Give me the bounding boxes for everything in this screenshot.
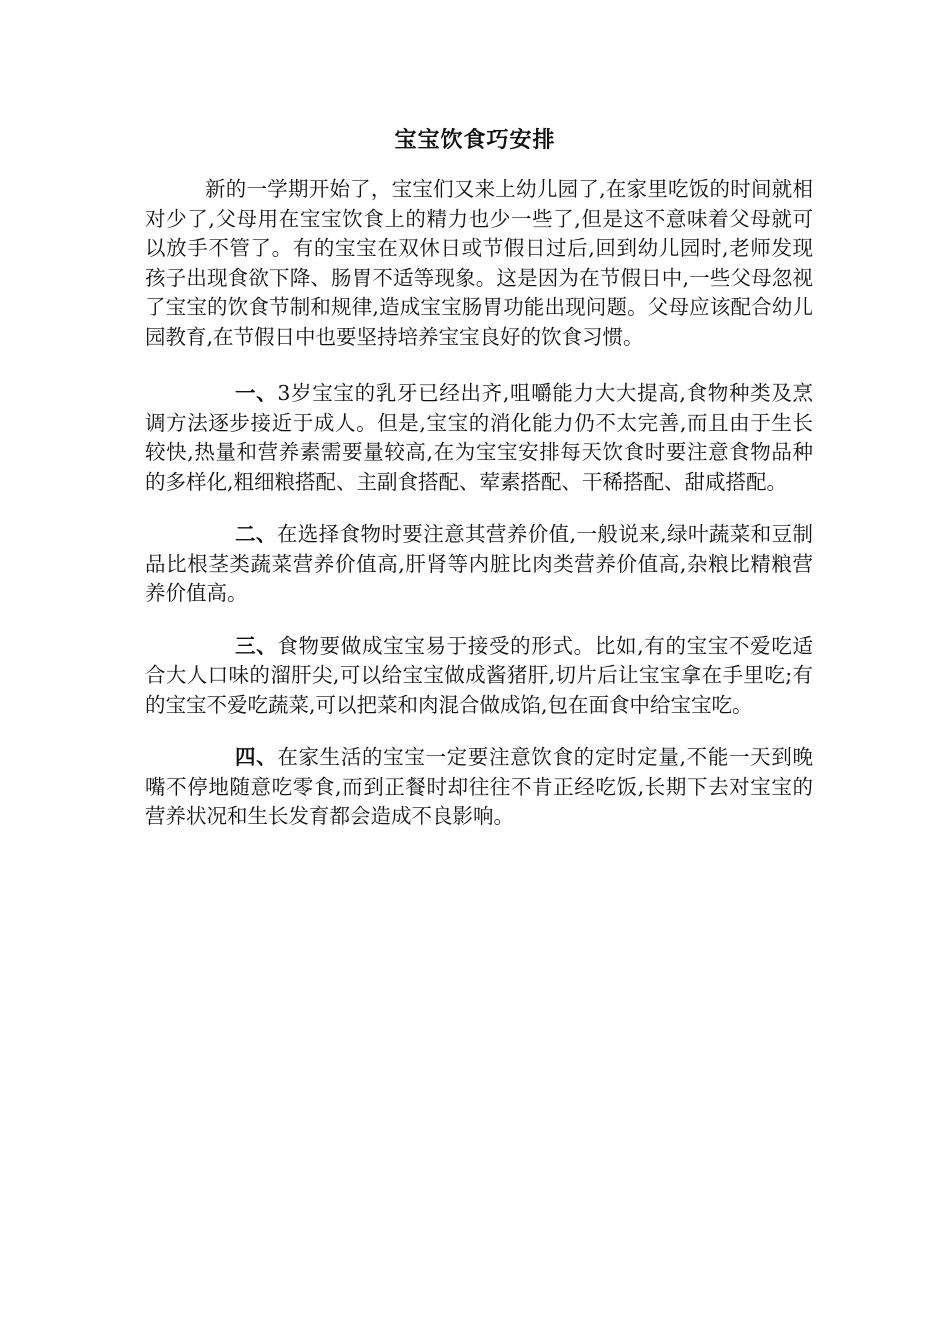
item-paragraph-1: [145, 379, 813, 497]
document-body: [145, 175, 813, 855]
item-number: 二、: [235, 522, 277, 546]
item-text: 在家生活的宝宝一定要注意饮食的定时定量,不能一天到晚嘴不停地随意吃零食,而到正餐时却往往不肯正经吃饭,长期下去对宝宝的营养状况和生长发育都会造成不良影响。: [145, 745, 814, 828]
intro-paragraph: 新的一学期开始了，宝宝们又来上幼儿园了,在家里吃饭的时间就相对少了,父母用在宝宝饮食上的精力也少一些了,但是这不意味着父母就可以放手不管了。有的宝宝在双休日或节假日过后,回到幼儿园时,老师发现孩子出现食欲下降、肠胃不适等现象。这是因为在节假日中,一些父母忽视了宝宝的饮食节制和规律,造成宝宝肠胃功能出现问题。父母应该配合幼儿园教育,在节假日中也要坚持培养宝宝良好的饮食习惯。: [145, 177, 813, 349]
item-number: 一、: [235, 381, 278, 405]
item-paragraph-4: [145, 743, 813, 832]
item-text: 食物要做成宝宝易于接受的形式。比如,有的宝宝不爱吃适合大人口味的溜肝尖,可以给宝宝做成酱猪肝,切片后让宝宝拿在手里吃;有的宝宝不爱吃蔬菜,可以把菜和肉混合做成馅,包在面食中给宝宝吃。: [145, 633, 814, 717]
item-text: 3岁宝宝的乳牙已经出齐,咀嚼能力大大提高,食物种类及烹调方法逐步接近于成人。但是,宝宝的消化能力仍不太完善,而且由于生长较快,热量和营养素需要量较高,在为宝宝安排每天饮食时要注意食物品种的多样化,粗细粮搭配、主副食搭配、荤素搭配、干稀搭配、甜咸搭配。: [145, 381, 814, 494]
item-paragraph-3: [145, 632, 813, 721]
item-paragraph-2: [145, 520, 813, 609]
document-title: 宝宝饮食巧安排: [394, 128, 556, 153]
item-number: 三、: [235, 633, 278, 658]
item-number: 四、: [235, 745, 278, 769]
item-text: 在选择食物时要注意其营养价值,一般说来,绿叶蔬菜和豆制品比根茎类蔬菜营养价值高,肝肾等内脏比肉类营养价值高,杂粮比精粮营养价值高。: [145, 522, 814, 605]
